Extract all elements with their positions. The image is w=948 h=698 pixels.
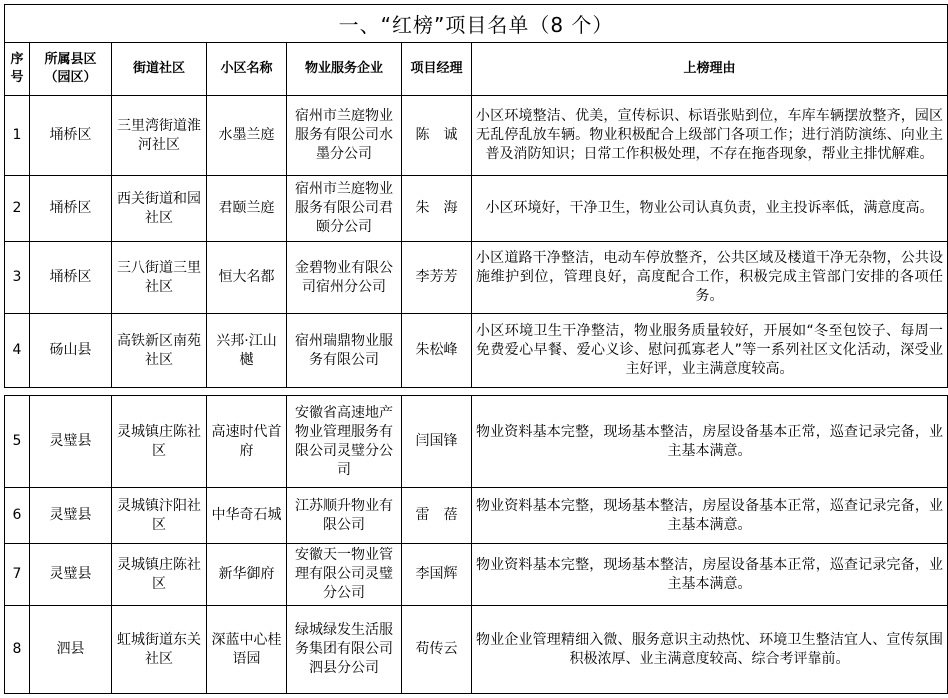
cell-community: 高速时代首府 [207,396,287,488]
cell-manager: 苟传云 [402,606,472,694]
cell-no: 6 [5,488,30,544]
cell-district: 埇桥区 [30,176,112,242]
cell-reason: 小区环境整洁、优美，宣传标识、标语张贴到位，车库车辆摆放整齐，园区无乱停乱放车辆。物业积极配合上级部门各项工作；进行消防演练、向业主普及消防知识；日常工作积极处理，不存在拖沓现象，帮业主排忧解难。 [472,96,948,176]
cell-manager: 陈 诚 [402,96,472,176]
table-row [5,314,948,388]
cell-no: 7 [5,544,30,606]
cell-district: 埇桥区 [30,242,112,314]
cell-company: 金碧物业有限公司宿州分公司 [287,242,402,314]
header-no: 序号 [5,43,30,96]
cell-company: 江苏顺升物业有限公司 [287,488,402,544]
table-row [5,242,948,314]
header-street: 街道社区 [112,43,207,96]
cell-street: 灵城镇庄陈社区 [112,396,207,488]
cell-community: 兴邦·江山樾 [207,314,287,388]
cell-community: 君颐兰庭 [207,176,287,242]
cell-manager: 李芳芳 [402,242,472,314]
header-row [5,43,948,96]
cell-no: 8 [5,606,30,694]
cell-company: 宿州市兰庭物业服务有限公司君颐分公司 [287,176,402,242]
cell-street: 高铁新区南苑社区 [112,314,207,388]
cell-district: 灵璧县 [30,544,112,606]
cell-manager: 李国辉 [402,544,472,606]
cell-company: 绿城绿发生活服务集团有限公司泗县分公司 [287,606,402,694]
table-row [5,544,948,606]
cell-reason: 小区环境好，干净卫生，物业公司认真负责，业主投诉率低，满意度高。 [472,176,948,242]
cell-reason: 物业资料基本完整，现场基本整洁，房屋设备基本正常，巡查记录完备，业主基本满意。 [472,544,948,606]
cell-company: 宿州市兰庭物业服务有限公司水墨分公司 [287,96,402,176]
cell-district: 砀山县 [30,314,112,388]
cell-street: 三八街道三里社区 [112,242,207,314]
cell-district: 灵璧县 [30,396,112,488]
cell-manager: 朱 海 [402,176,472,242]
cell-reason: 物业资料基本完整，现场基本整洁，房屋设备基本正常，巡查记录完备，业主基本满意。 [472,488,948,544]
cell-company: 安徽天一物业管理有限公司灵璧分公司 [287,544,402,606]
cell-street: 灵城镇庄陈社区 [112,544,207,606]
cell-no: 1 [5,96,30,176]
cell-manager: 朱松峰 [402,314,472,388]
cell-community: 新华御府 [207,544,287,606]
cell-street: 灵城镇汴阳社区 [112,488,207,544]
header-company: 物业服务企业 [287,43,402,96]
cell-community: 水墨兰庭 [207,96,287,176]
cell-district: 泗县 [30,606,112,694]
cell-manager: 雷 蓓 [402,488,472,544]
cell-street: 三里湾街道淮河社区 [112,96,207,176]
cell-no: 2 [5,176,30,242]
header-manager: 项目经理 [402,43,472,96]
cell-no: 4 [5,314,30,388]
cell-company: 宿州瑞鼎物业服务有限公司 [287,314,402,388]
table-row [5,396,948,488]
cell-community: 深蓝中心桂语园 [207,606,287,694]
header-community: 小区名称 [207,43,287,96]
cell-reason: 物业企业管理精细入微、服务意识主动热忱、环境卫生整洁宜人、宣传氛围积极浓厚、业主满意度较高、综合考评靠前。 [472,606,948,694]
cell-no: 3 [5,242,30,314]
cell-no: 5 [5,396,30,488]
header-district: 所属县区（园区） [30,43,112,96]
table-row [5,176,948,242]
table-row [5,488,948,544]
cell-community: 恒大名都 [207,242,287,314]
cell-district: 埇桥区 [30,96,112,176]
cell-reason: 物业资料基本完整，现场基本整洁，房屋设备基本正常，巡查记录完备，业主基本满意。 [472,396,948,488]
cell-company: 安徽省高速地产物业管理服务有限公司灵璧分公司 [287,396,402,488]
table-row [5,96,948,176]
cell-reason: 小区道路干净整洁，电动车停放整齐，公共区域及楼道干净无杂物，公共设施维护到位，管理良好，高度配合工作，积极完成主管部门安排的各项任务。 [472,242,948,314]
header-reason: 上榜理由 [472,43,948,96]
red-list-table-part-2 [4,395,948,694]
red-list-table-part-1 [4,4,948,388]
cell-district: 灵璧县 [30,488,112,544]
cell-street: 虹城街道东关社区 [112,606,207,694]
cell-community: 中华奇石城 [207,488,287,544]
table-title: 一、“红榜”项目名单（8 个） [5,5,948,43]
table-row [5,606,948,694]
cell-street: 西关街道和园社区 [112,176,207,242]
cell-manager: 闫国锋 [402,396,472,488]
cell-reason: 小区环境卫生干净整洁，物业服务质量较好，开展如“冬至包饺子、每周一免费爱心早餐、爱心义诊、慰问孤寡老人”等一系列社区文化活动，深受业主好评，业主满意度较高。 [472,314,948,388]
